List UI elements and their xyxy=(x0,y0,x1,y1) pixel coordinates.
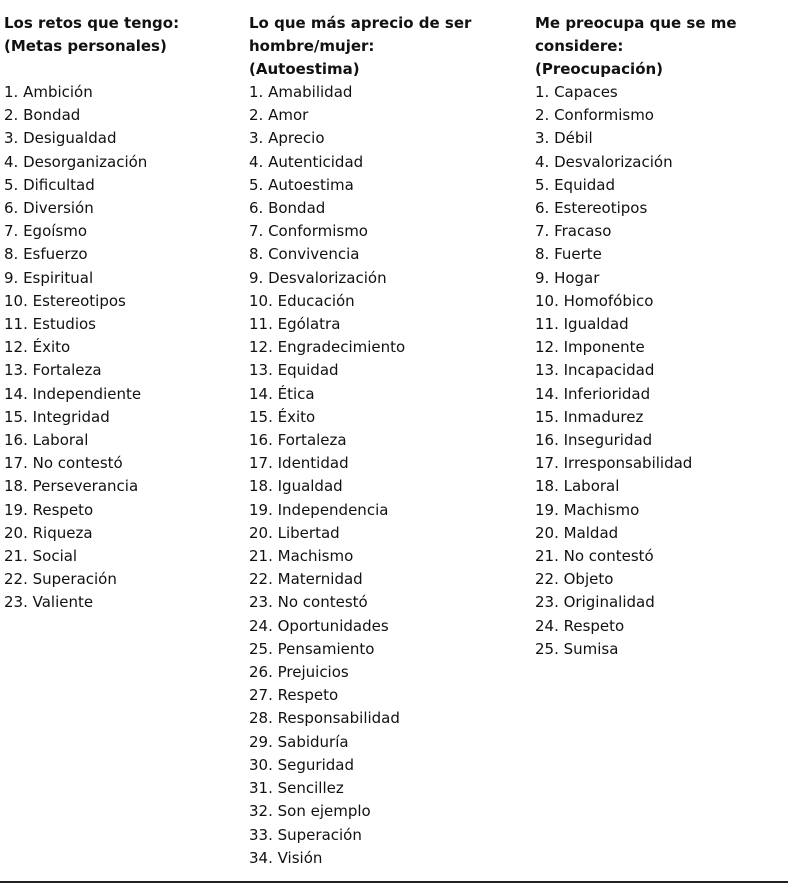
list-item: 14. Ética xyxy=(249,384,315,403)
list-item: 8. Fuerte xyxy=(535,245,602,264)
list-item: 15. Integridad xyxy=(4,407,110,426)
list-item: 14. Inferioridad xyxy=(535,384,651,403)
list-item: 9. Desvalorización xyxy=(249,268,387,287)
list-item: 4. Desvalorización xyxy=(535,152,673,171)
list-item: 33. Superación xyxy=(249,825,362,844)
list-item: 3. Débil xyxy=(535,129,593,148)
column-metas-personales xyxy=(4,12,244,612)
list-item: 21. Social xyxy=(4,547,78,566)
list-item: 1. Amabilidad xyxy=(249,83,353,101)
list-item: 2. Bondad xyxy=(4,106,81,125)
column-heading xyxy=(249,12,529,81)
list-item: 7. Egoísmo xyxy=(4,222,88,241)
list-item: 26. Prejuicios xyxy=(249,663,349,682)
column-preocupacion xyxy=(535,12,785,658)
list-item: 4. Autenticidad xyxy=(249,152,364,171)
heading-line: considere: xyxy=(535,37,624,55)
list-item: 28. Responsabilidad xyxy=(249,709,400,728)
list-item: 8. Convivencia xyxy=(249,245,360,264)
list-item: 23. Valiente xyxy=(4,593,94,612)
list-item: 30. Seguridad xyxy=(249,755,354,774)
item-list xyxy=(249,81,405,870)
list-item: 23. Originalidad xyxy=(535,593,655,612)
list-item: 20. Maldad xyxy=(535,523,619,542)
list-item: 17. No contestó xyxy=(4,454,123,473)
list-item: 5. Dificultad xyxy=(4,175,95,194)
list-item: 6. Bondad xyxy=(249,199,326,218)
list-item: 13. Fortaleza xyxy=(4,361,102,380)
list-item: 24. Oportunidades xyxy=(249,616,389,635)
list-item: 17. Irresponsabilidad xyxy=(535,454,693,473)
heading-line: (Autoestima) xyxy=(249,60,360,78)
list-item: 12. Imponente xyxy=(535,338,645,357)
list-item: 11. Estudios xyxy=(4,315,96,334)
heading-line: Lo que más aprecio de ser xyxy=(249,14,472,32)
list-item: 23. No contestó xyxy=(249,593,368,612)
column-autoestima xyxy=(249,12,529,867)
list-item: 10. Homofóbico xyxy=(535,291,654,310)
list-item: 18. Igualdad xyxy=(249,477,343,496)
list-item: 11. Ególatra xyxy=(249,315,341,334)
list-item: 16. Inseguridad xyxy=(535,431,653,450)
list-item: 15. Inmadurez xyxy=(535,407,644,426)
list-item: 2. Amor xyxy=(249,106,309,125)
list-item: 16. Laboral xyxy=(4,431,89,450)
list-item: 1. Ambición xyxy=(4,83,93,101)
list-item: 1. Capaces xyxy=(535,83,618,101)
list-item: 14. Independiente xyxy=(4,384,142,403)
list-item: 10. Educación xyxy=(249,291,355,310)
list-item: 34. Visión xyxy=(249,848,323,867)
list-item: 11. Igualdad xyxy=(535,315,629,334)
heading-line: (Metas personales) xyxy=(4,37,167,55)
list-item: 5. Equidad xyxy=(535,175,615,194)
list-item: 8. Esfuerzo xyxy=(4,245,88,264)
list-item: 24. Respeto xyxy=(535,616,625,635)
list-item: 10. Estereotipos xyxy=(4,291,126,310)
list-item: 20. Riqueza xyxy=(4,523,93,542)
list-item: 17. Identidad xyxy=(249,454,349,473)
list-item: 18. Perseverancia xyxy=(4,477,139,496)
heading-line: Me preocupa que se me xyxy=(535,14,737,32)
list-item: 19. Machismo xyxy=(535,500,640,519)
list-item: 13. Equidad xyxy=(249,361,339,380)
list-item: 22. Objeto xyxy=(535,570,614,589)
list-item: 31. Sencillez xyxy=(249,779,344,798)
heading-line: (Preocupación) xyxy=(535,60,664,78)
list-item: 2. Conformismo xyxy=(535,106,654,125)
list-item: 21. Machismo xyxy=(249,547,354,566)
list-item: 32. Son ejemplo xyxy=(249,802,371,821)
list-item: 7. Conformismo xyxy=(249,222,368,241)
list-item: 29. Sabiduría xyxy=(249,732,349,751)
list-item: 6. Estereotipos xyxy=(535,199,648,218)
list-item: 20. Libertad xyxy=(249,523,340,542)
column-heading xyxy=(4,12,244,58)
list-item: 27. Respeto xyxy=(249,686,339,705)
bottom-rule xyxy=(0,881,788,883)
list-item: 25. Sumisa xyxy=(535,639,619,658)
list-item: 12. Éxito xyxy=(4,338,71,357)
list-item: 3. Aprecio xyxy=(249,129,325,148)
list-item: 9. Espiritual xyxy=(4,268,94,287)
list-item: 12. Engradecimiento xyxy=(249,338,406,357)
list-item: 9. Hogar xyxy=(535,268,600,287)
list-item: 5. Autoestima xyxy=(249,175,354,194)
list-item: 21. No contestó xyxy=(535,547,654,566)
list-item: 15. Éxito xyxy=(249,407,316,426)
list-item: 19. Respeto xyxy=(4,500,94,519)
list-item: 7. Fracaso xyxy=(535,222,612,241)
list-item: 18. Laboral xyxy=(535,477,620,496)
list-item: 3. Desigualdad xyxy=(4,129,117,148)
list-item: 22. Superación xyxy=(4,570,117,589)
list-item: 16. Fortaleza xyxy=(249,431,347,450)
list-item: 19. Independencia xyxy=(249,500,389,519)
list-item: 22. Maternidad xyxy=(249,570,363,589)
item-list xyxy=(535,81,692,661)
list-item: 6. Diversión xyxy=(4,199,94,218)
heading-line: Los retos que tengo: xyxy=(4,14,180,32)
list-item: 25. Pensamiento xyxy=(249,639,375,658)
list-item: 13. Incapacidad xyxy=(535,361,655,380)
list-item: 4. Desorganización xyxy=(4,152,148,171)
heading-line: hombre/mujer: xyxy=(249,37,375,55)
column-heading xyxy=(535,12,785,81)
item-list xyxy=(4,81,147,615)
